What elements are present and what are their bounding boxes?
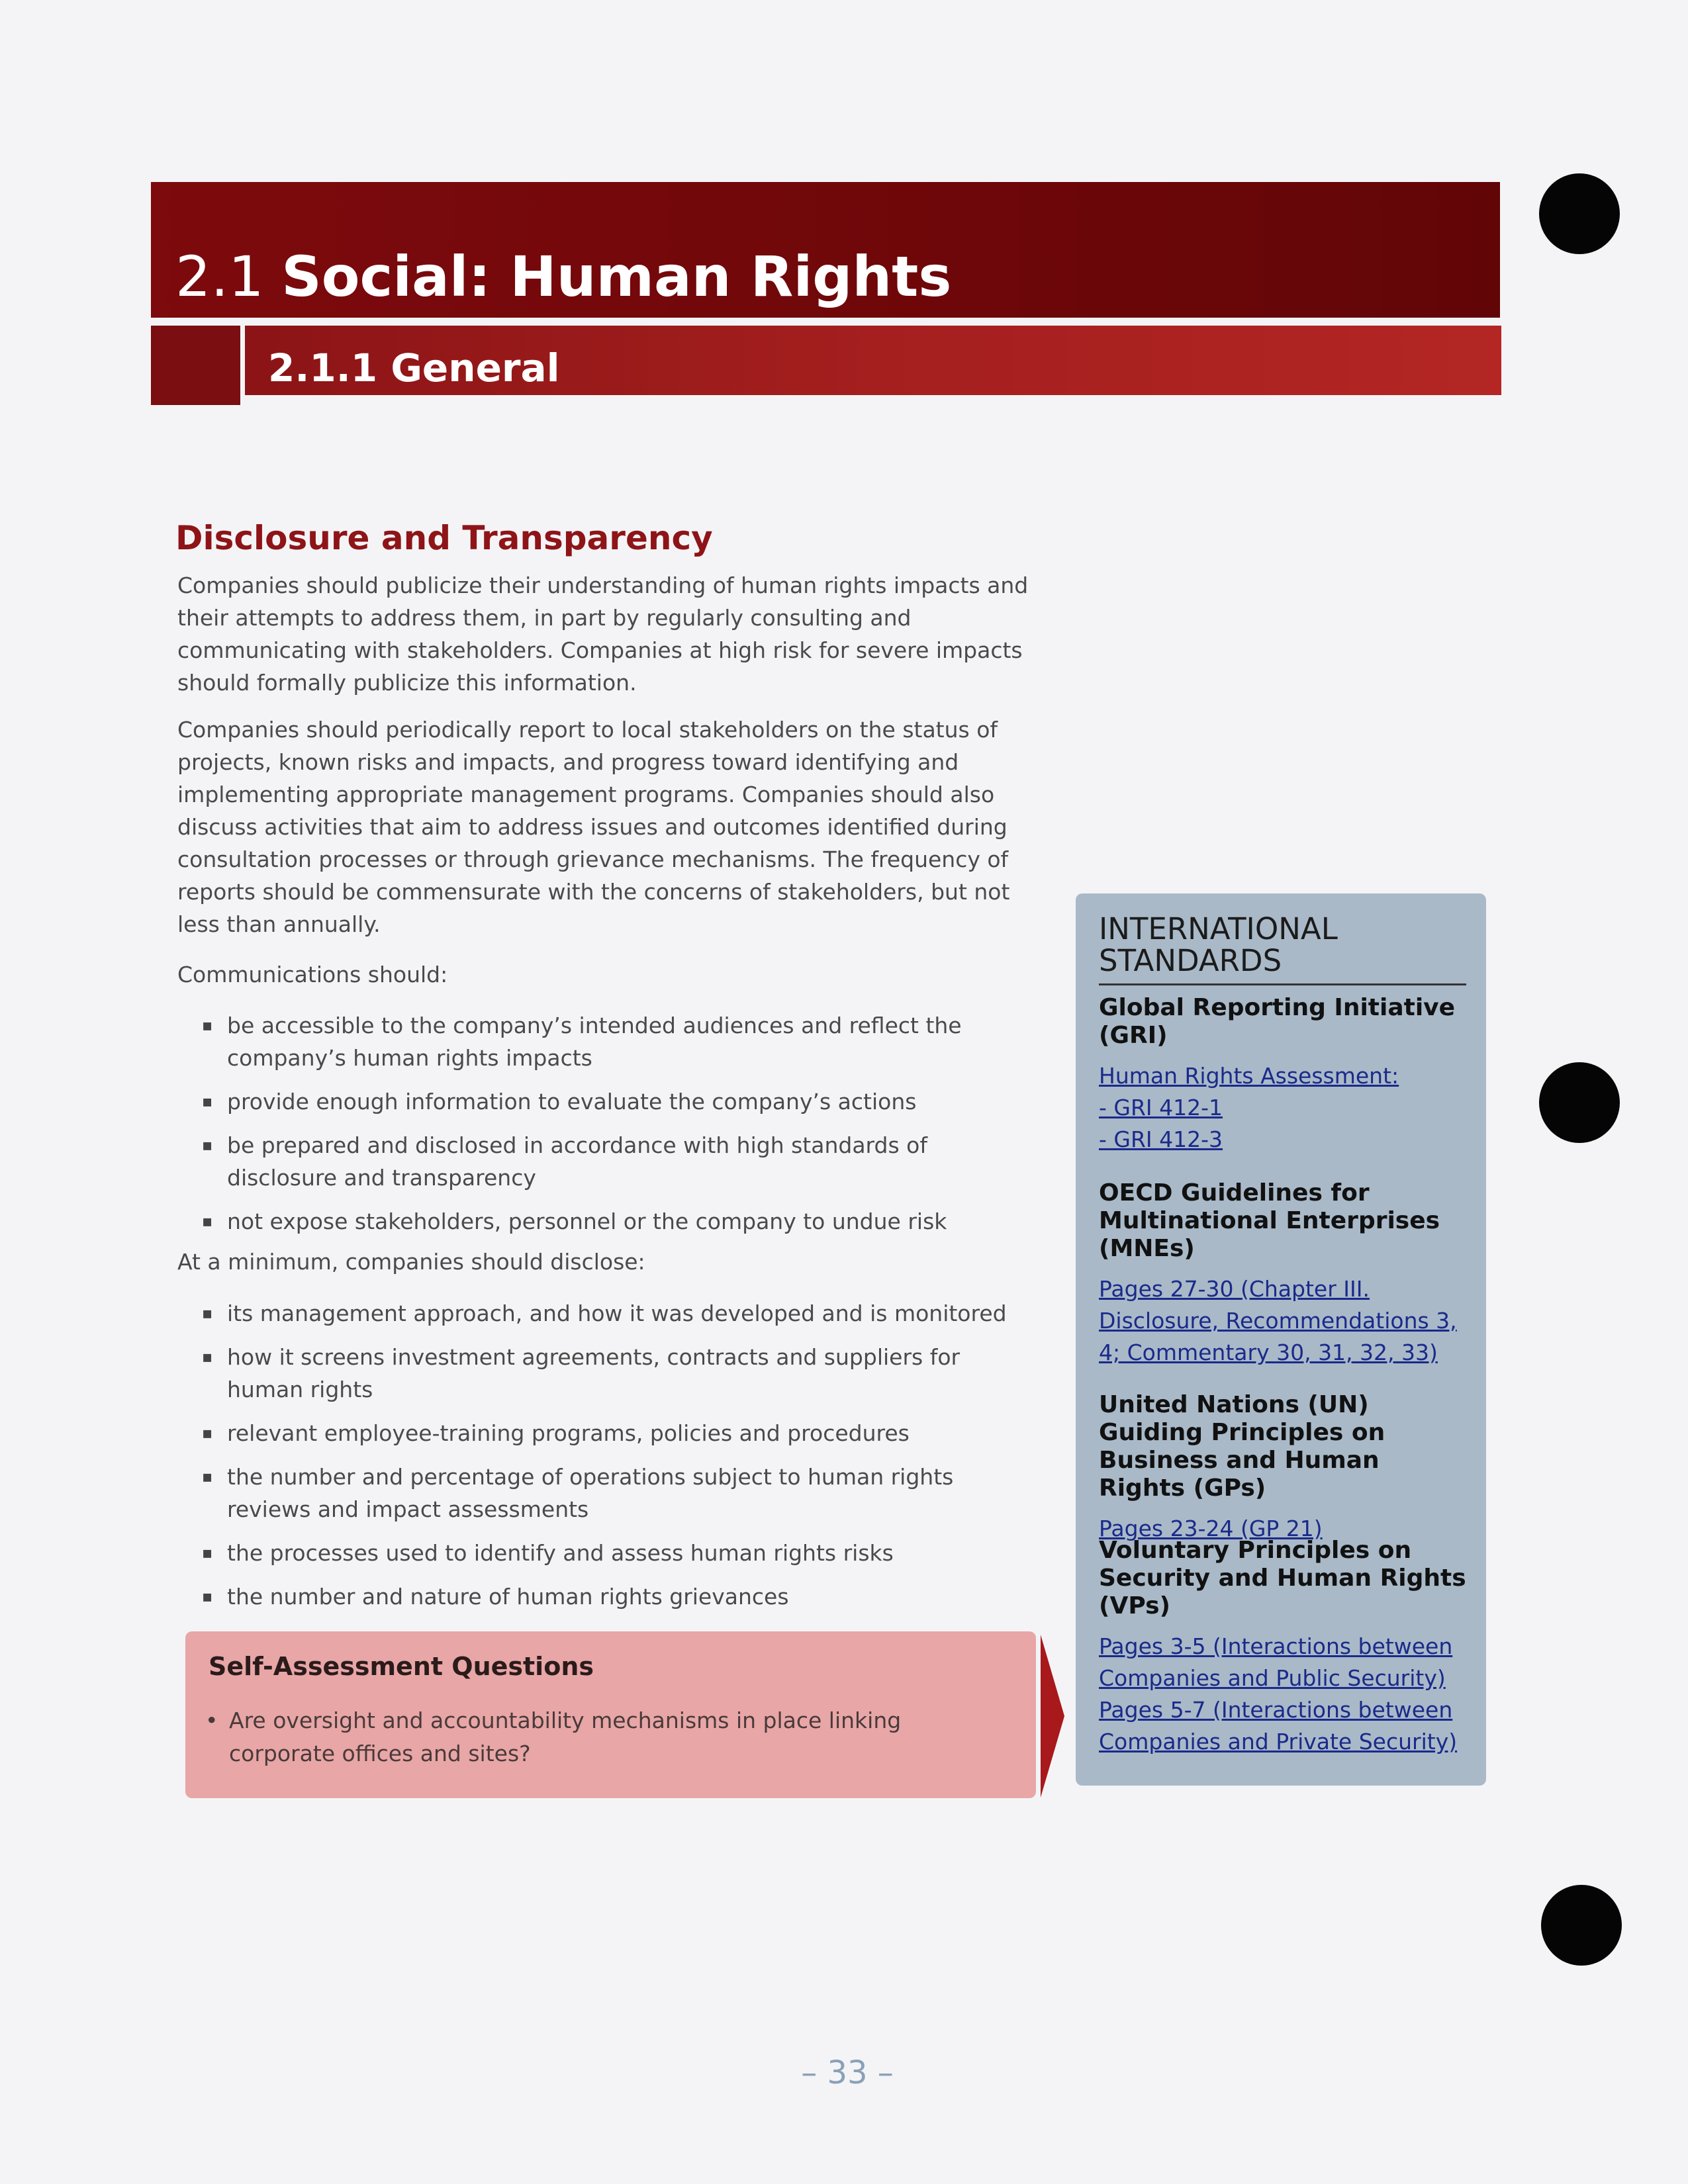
self-assessment-title: Self-Assessment Questions: [209, 1652, 594, 1681]
vps-link-private-security[interactable]: Pages 5-7 (Interactions between Companies and Private Security): [1099, 1697, 1458, 1754]
list-item: ▪ relevant employee-training programs, policies and procedures: [202, 1417, 1033, 1449]
section-title-text: Social: Human Rights: [281, 244, 952, 309]
paragraph-2: Companies should periodically report to local stakeholders on the status of projects, known risks and impacts, and progress toward identifying and implementing appropriate management programs. Companies should also discuss activities that aim to address issues and outcomes identified during consultation processes or through grievance mechanisms. The frequency of reports should be commensurate with the concerns of stakeholders, but not less than annually.: [177, 717, 1010, 937]
self-assessment-box: [185, 1631, 1036, 1798]
list-item: ▪ its management approach, and how it was developed and is monitored: [202, 1297, 1033, 1330]
gri-link-412-3[interactable]: - GRI 412-3: [1099, 1126, 1223, 1152]
standards-heading-line1: INTERNATIONAL: [1099, 911, 1338, 946]
minimum-disclosure-list: [202, 1297, 1033, 1624]
subsection-title: 2.1.1 General: [268, 345, 560, 390]
list-item: ▪ provide enough information to evaluate the company’s actions: [202, 1085, 1033, 1118]
gri-block: [1099, 994, 1470, 1156]
minimum-disclosure-intro: At a minimum, companies should disclose:: [177, 1249, 645, 1275]
page-number: – 33 –: [801, 2054, 894, 2091]
binder-hole-icon: [1539, 173, 1620, 254]
gri-link-assessment[interactable]: Human Rights Assessment:: [1099, 1063, 1399, 1089]
gri-title: Global Reporting Initiative (GRI): [1099, 994, 1456, 1049]
international-standards-panel: [1076, 893, 1486, 1786]
binder-hole-icon: [1541, 1885, 1622, 1966]
binder-hole-icon: [1539, 1062, 1620, 1143]
oecd-block: [1099, 1179, 1470, 1369]
section-number: 2.1: [175, 244, 264, 309]
callout-arrow-icon: [1041, 1635, 1064, 1797]
oecd-title: OECD Guidelines for Multinational Enterprises (MNEs): [1099, 1179, 1440, 1262]
un-gp-title: United Nations (UN) Guiding Principles on Business and Human Rights (GPs): [1099, 1391, 1385, 1502]
disclosure-heading: Disclosure and Transparency: [175, 519, 713, 557]
list-item: ▪ the number and percentage of operations subject to human rights reviews and impact assessments: [202, 1461, 1033, 1525]
subsection-accent-block: [151, 326, 240, 405]
paragraph-1: Companies should publicize their understanding of human rights impacts and their attempts to address them, in part by regularly consulting and communicating with stakeholders. Companies at high risk for severe impacts should formally publicize this information.: [177, 572, 1029, 696]
list-item: • Are oversight and accountability mechanisms in place linking corporate offices and sites?: [205, 1704, 986, 1770]
standards-heading-line2: STANDARDS: [1099, 943, 1282, 978]
gri-link-412-1[interactable]: - GRI 412-1: [1099, 1095, 1223, 1120]
vps-block: [1099, 1537, 1470, 1758]
list-item: ▪ not expose stakeholders, personnel or the company to undue risk: [202, 1205, 1033, 1238]
self-assessment-list: [205, 1704, 986, 1770]
communications-list: [202, 1009, 1033, 1249]
oecd-link[interactable]: Pages 27-30 (Chapter III. Disclosure, Recommendations 3, 4; Commentary 30, 31, 32, 33): [1099, 1276, 1457, 1365]
standards-heading: [1099, 913, 1466, 985]
list-item: ▪ be prepared and disclosed in accordance with high standards of disclosure and transparency: [202, 1129, 1033, 1194]
list-item: ▪ how it screens investment agreements, contracts and suppliers for human rights: [202, 1341, 1033, 1406]
list-item: ▪ be accessible to the company’s intended audiences and reflect the company’s human rights impacts: [202, 1009, 1033, 1074]
un-gp-block: [1099, 1391, 1470, 1545]
vps-link-public-security[interactable]: Pages 3-5 (Interactions between Companies and Public Security): [1099, 1633, 1453, 1691]
un-gp-link[interactable]: Pages 23-24 (GP 21): [1099, 1516, 1323, 1541]
list-item: ▪ the number and nature of human rights grievances: [202, 1580, 1033, 1613]
communications-intro: Communications should:: [177, 962, 448, 987]
vps-title: Voluntary Principles on Security and Human Rights (VPs): [1099, 1537, 1466, 1619]
list-item: ▪ the processes used to identify and assess human rights risks: [202, 1537, 1033, 1569]
section-title: [175, 244, 951, 310]
